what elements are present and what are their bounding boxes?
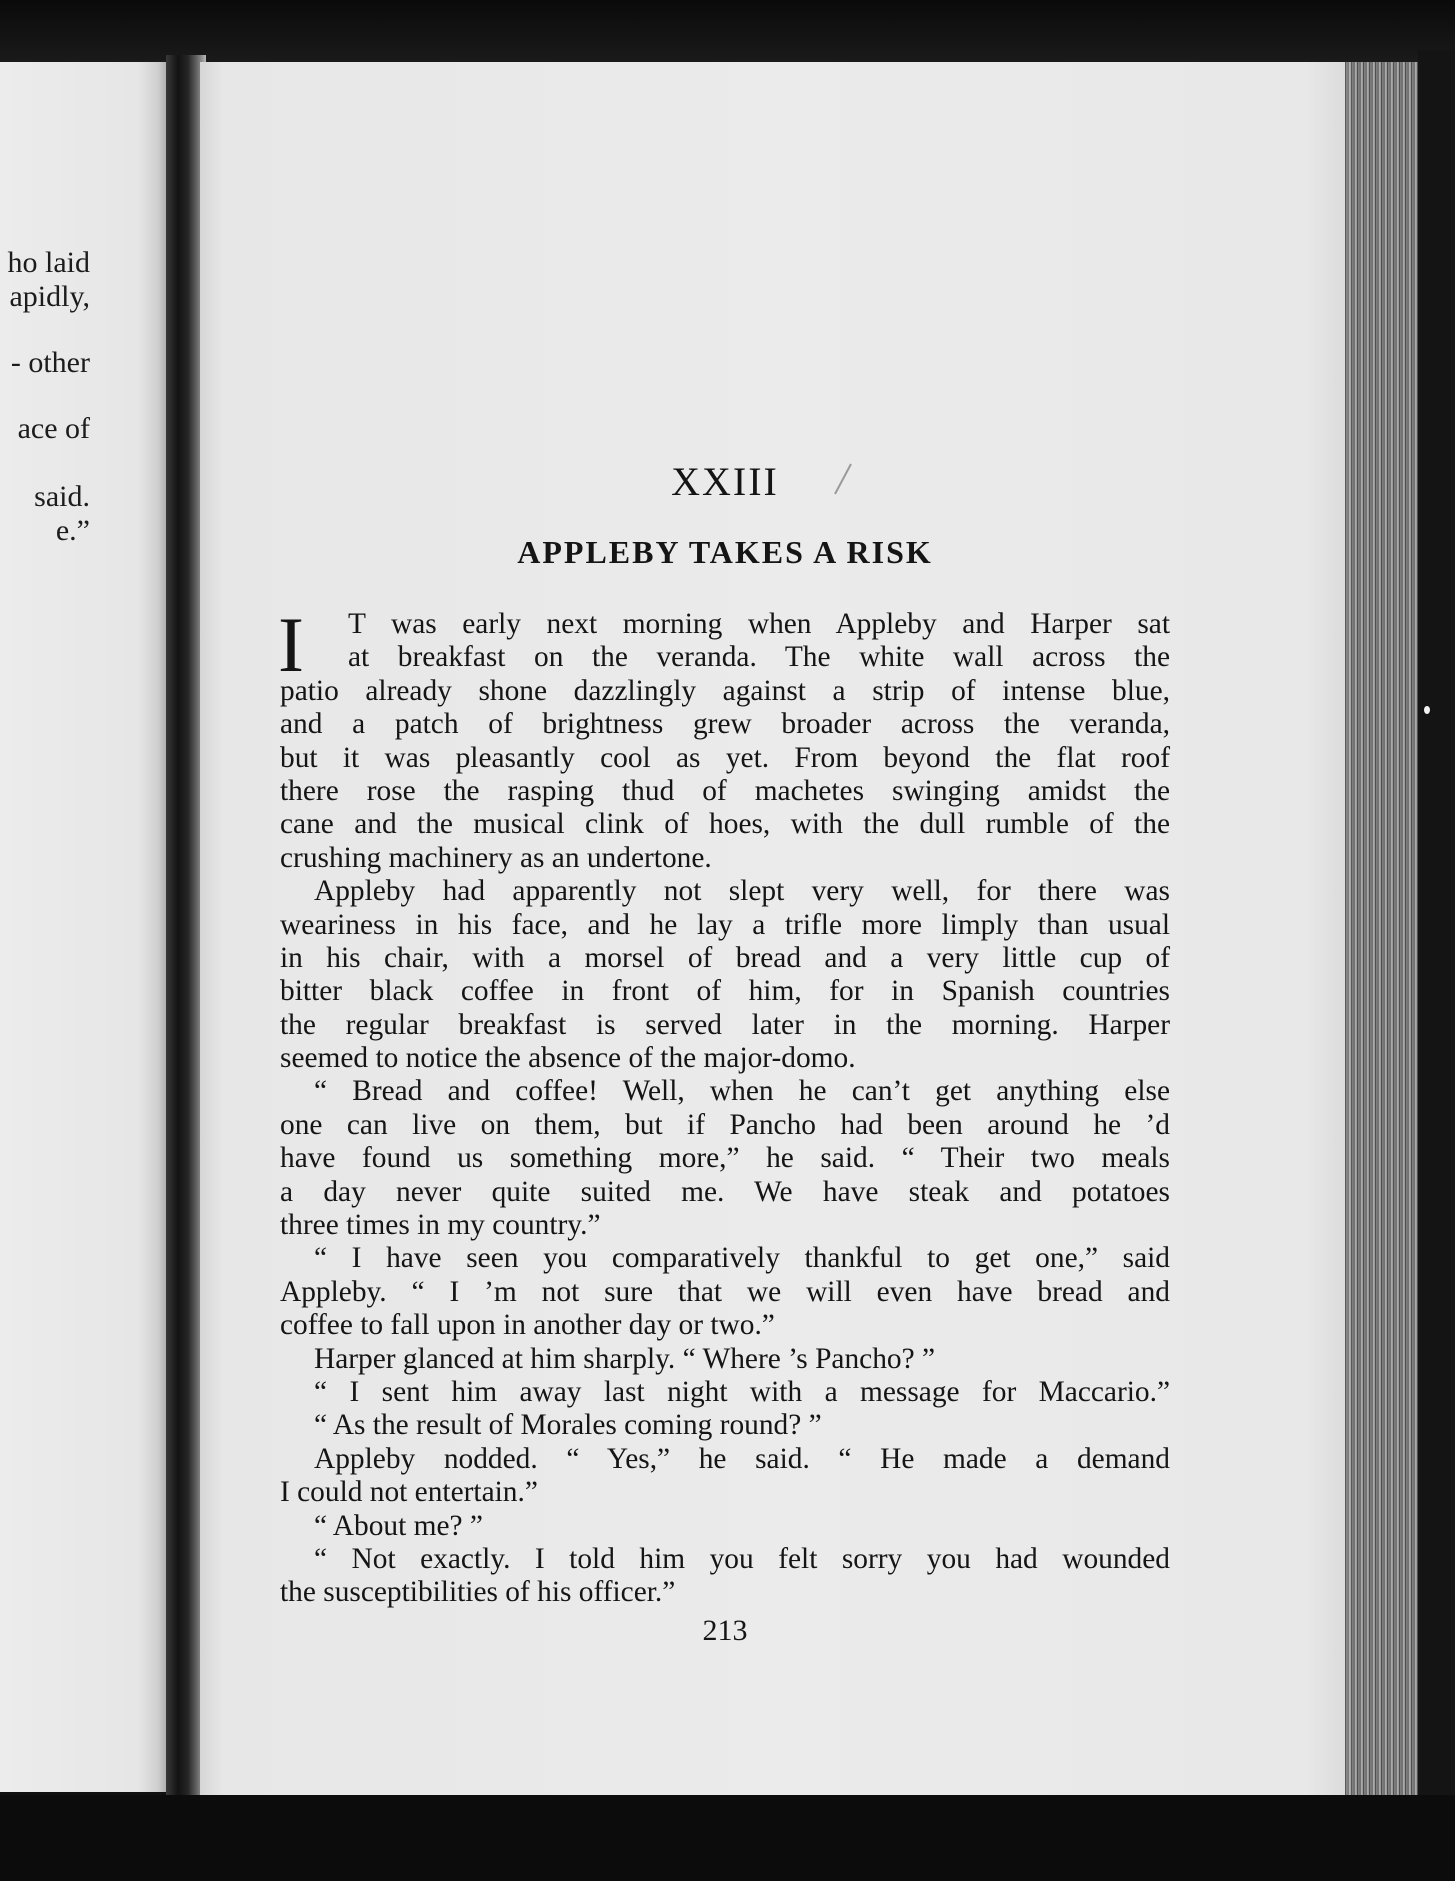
text-line: I could not entertain.”: [280, 1476, 538, 1509]
dust-speck: [1424, 706, 1430, 714]
chapter-number: XXIII: [671, 459, 779, 504]
text-line: there rose the rasping thud of machetes swinging amidst the: [280, 774, 1170, 807]
left-page-line: ace of: [17, 412, 90, 445]
drop-cap: I: [278, 601, 304, 688]
text-line: in his chair, with a morsel of bread and a very little cup of: [280, 941, 1170, 974]
chapter-title: APPLEBY TAKES A RISK: [517, 534, 933, 570]
text-line: T was early next morning when Appleby and Harper sat: [348, 608, 1170, 640]
text-line: the susceptibilities of his officer.”: [280, 1576, 676, 1609]
text-line: have found us something more,” he said. “ Their two meals: [280, 1142, 1170, 1175]
text-line: seemed to notice the absence of the major-domo.: [280, 1042, 856, 1075]
left-page-line: e.”: [55, 514, 90, 547]
text-line: crushing machinery as an undertone.: [280, 841, 712, 874]
body-text: [278, 601, 1170, 1610]
text-line: “ I have seen you comparatively thankful to get one,” said: [314, 1242, 1170, 1275]
text-line: three times in my country.”: [280, 1209, 601, 1242]
text-line: a day never quite suited me. We have steak and potatoes: [280, 1175, 1170, 1208]
text-line: “ As the result of Morales coming round? ”: [314, 1409, 822, 1442]
text-line: at breakfast on the veranda. The white wall across the: [348, 641, 1170, 674]
text-line: cane and the musical clink of hoes, with the dull rumble of the: [280, 808, 1170, 841]
text-line: Appleby had apparently not slept very well, for there was: [314, 875, 1170, 908]
left-page-line: apidly,: [9, 280, 90, 313]
scan-bottom-border: [0, 1795, 1455, 1881]
left-page-line: ho laid: [7, 246, 90, 279]
text-line: Harper glanced at him sharply. “ Where ’s Pancho? ”: [314, 1342, 936, 1375]
text-line: but it was pleasantly cool as yet. From beyond the flat roof: [280, 741, 1170, 774]
text-line: “ About me? ”: [314, 1509, 483, 1542]
text-line: weariness in his face, and he lay a trifle more limply than usual: [280, 908, 1170, 941]
text-line: the regular breakfast is served later in the morning. Harper: [280, 1008, 1170, 1041]
left-page-fragment: [0, 62, 172, 1792]
text-line: “ I sent him away last night with a message for Maccario.”: [314, 1375, 1170, 1408]
text-line: bitter black coffee in front of him, for in Spanish countries: [280, 975, 1170, 1008]
text-line: Appleby. “ I ’m not sure that we will even have bread and: [280, 1275, 1170, 1308]
text-line: one can live on them, but if Pancho had been around he ’d: [280, 1108, 1170, 1141]
page-edge-stack: [1345, 62, 1423, 1807]
text-line: coffee to fall upon in another day or two.”: [280, 1309, 775, 1342]
left-page-line: said.: [34, 480, 90, 513]
scan-right-border: [1418, 50, 1455, 1810]
text-line: patio already shone dazzlingly against a strip of intense blue,: [280, 674, 1170, 707]
text-line: and a patch of brightness grew broader across the veranda,: [280, 708, 1170, 741]
scan-top-border: [0, 0, 1455, 70]
text-line: “ Bread and coffee! Well, when he can’t get anything else: [314, 1075, 1170, 1108]
left-page-line: - other: [10, 346, 90, 379]
text-line: “ Not exactly. I told him you felt sorry you had wounded: [314, 1542, 1170, 1575]
page-number: 213: [702, 1614, 748, 1647]
text-line: Appleby nodded. “ Yes,” he said. “ He made a demand: [314, 1442, 1170, 1475]
